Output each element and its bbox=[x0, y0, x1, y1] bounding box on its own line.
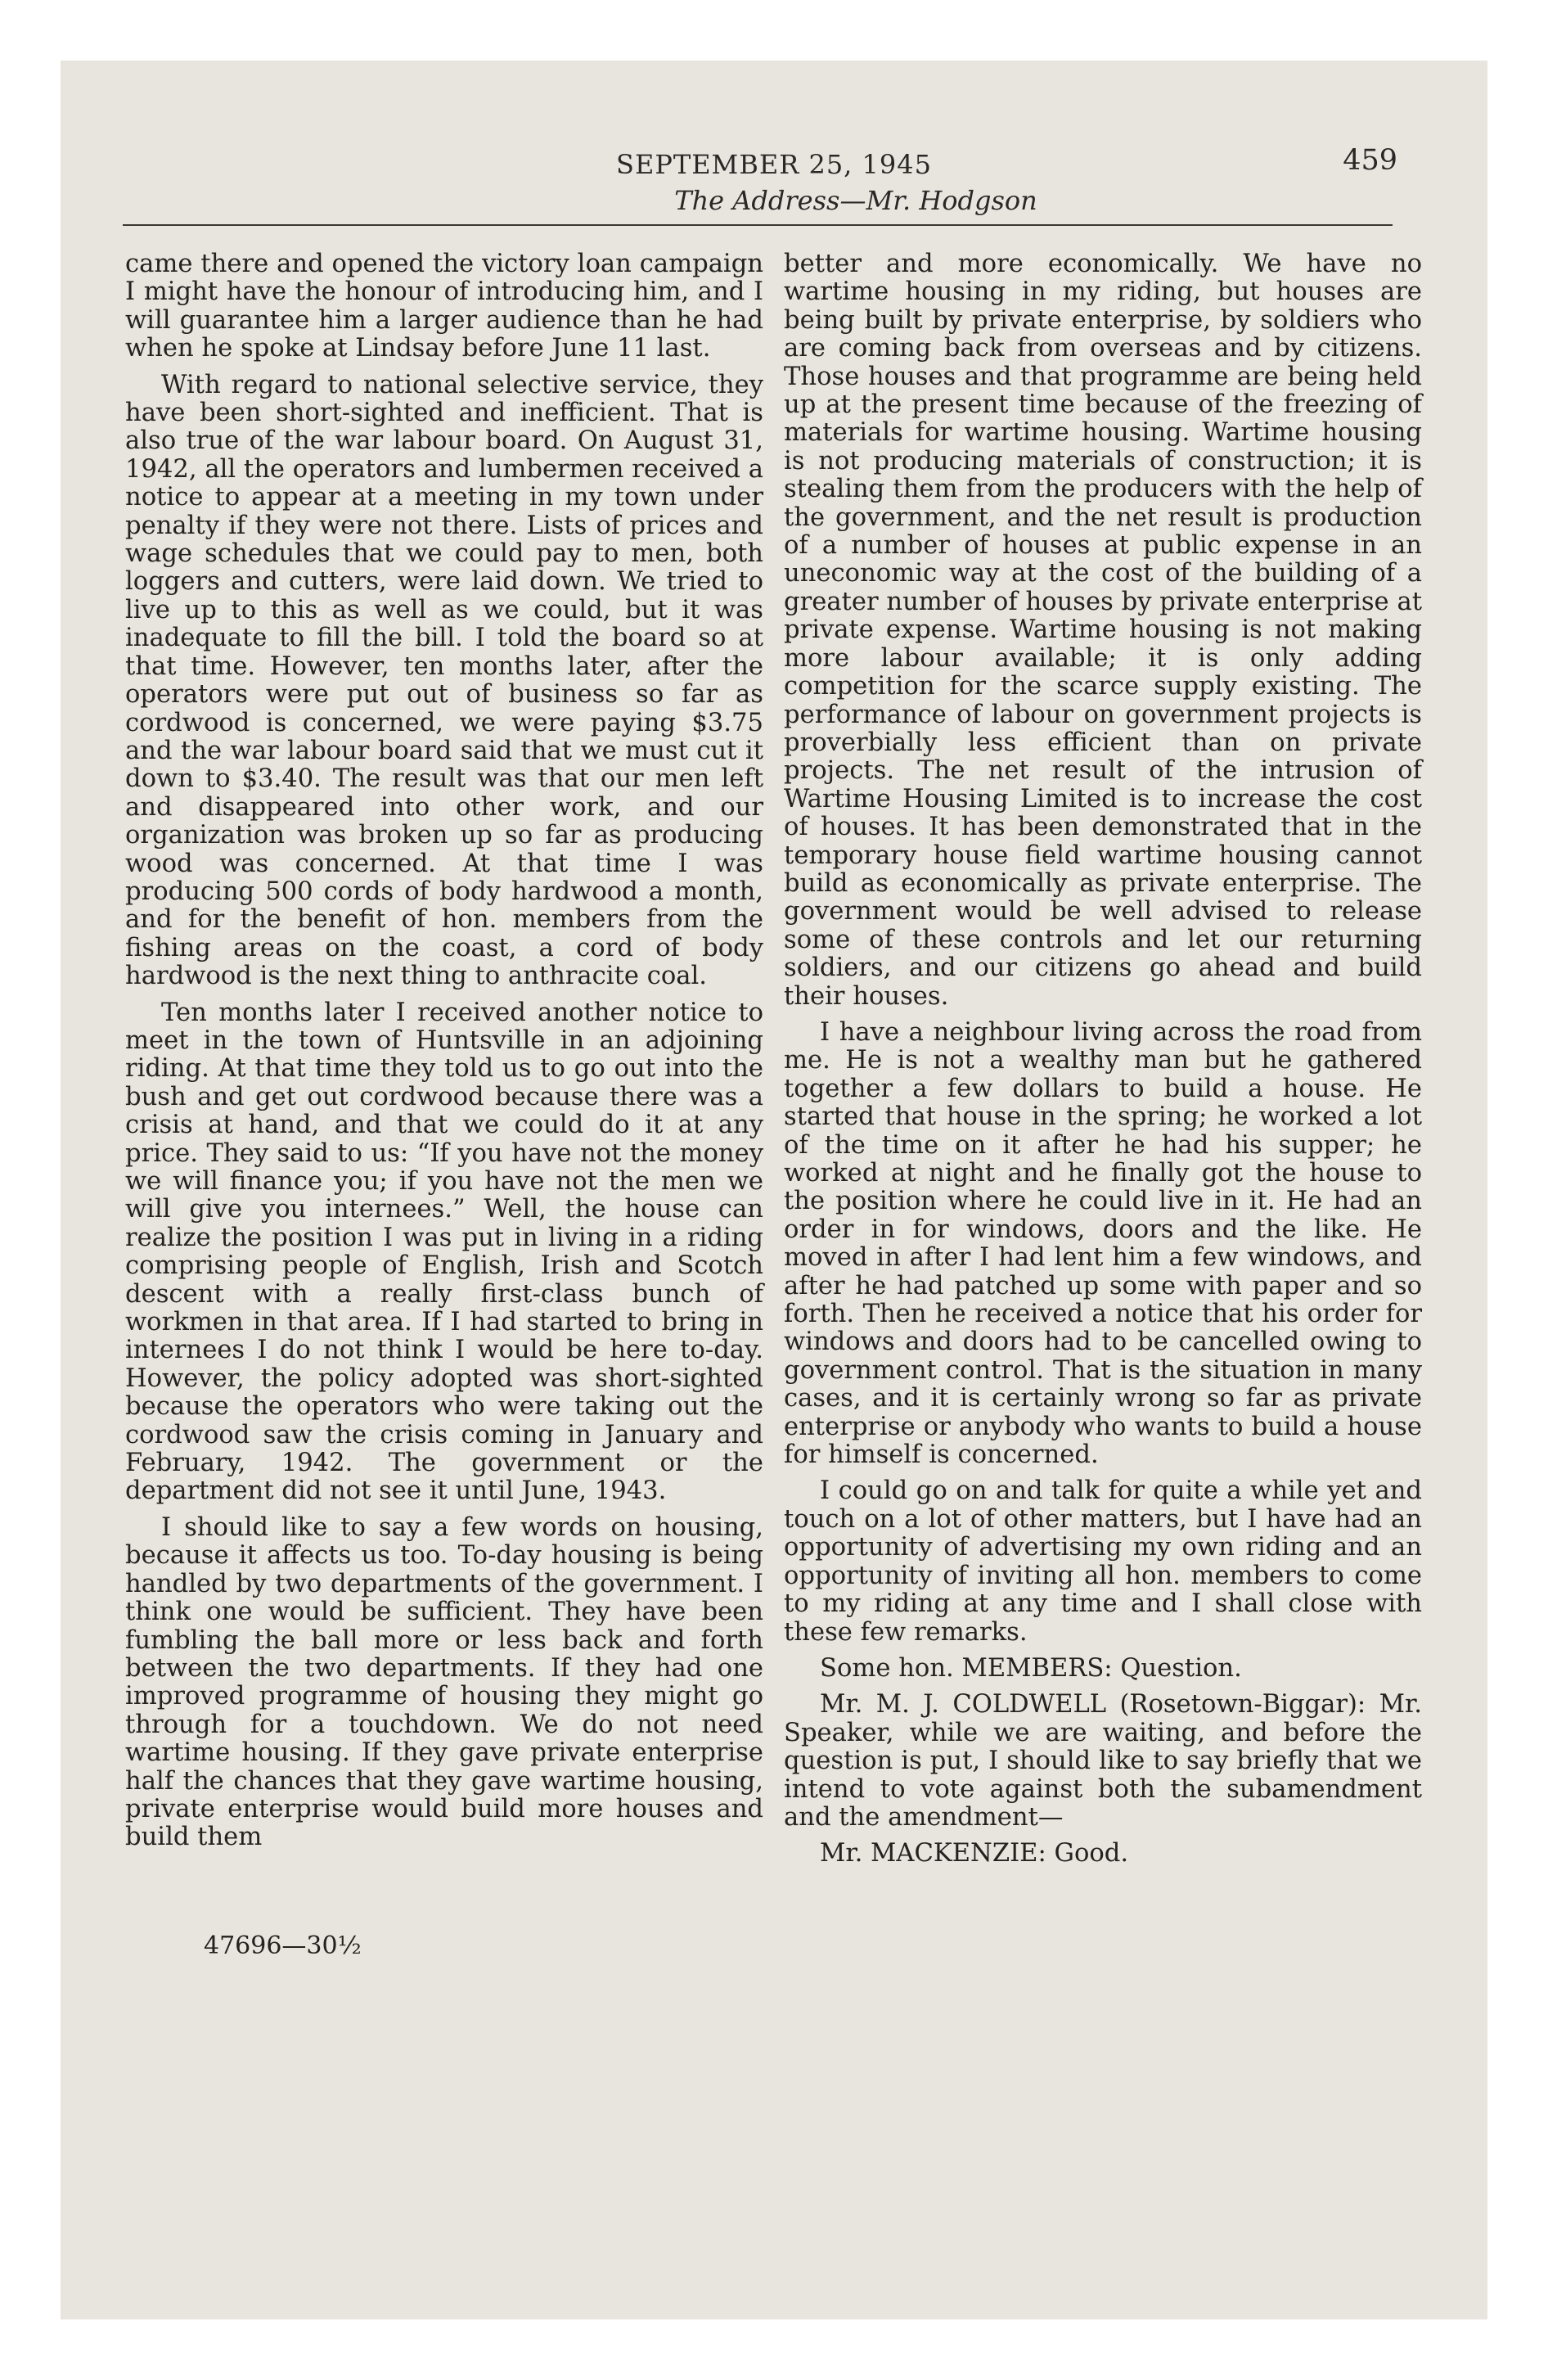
paragraph: came there and opened the victory loan campaign I might have the honour of introducing him, and I will guarantee him a larger audience than he had when he spoke at Lindsay before June 11 last. bbox=[125, 250, 763, 363]
paragraph: I could go on and talk for quite a while yet and touch on a lot of other matters, but I have had an opportunity of advertising my own riding and an opportunity of inviting all hon. members to come to my riding at any time and I shall close with these few remarks. bbox=[784, 1476, 1422, 1647]
paragraph: I have a neighbour living across the road from me. He is not a wealthy man but he gathered together a few dollars to build a house. He started that house in the spring; he worked a lot of the time on it after he had his supper; he worked at night and he finally got the house to the position where he could live in it. He had an order in for windows, doors and the like. He moved in after I had lent him a few windows, and after he had patched up some with paper and so forth. Then he received a notice that his order for windows and doors had to be cancelled owing to government control. That is the situation in many cases, and it is certainly wrong so far as private enterprise or anybody who wants to build a house for himself is concerned. bbox=[784, 1017, 1422, 1470]
speaker-line: Some hon. MEMBERS: Question. bbox=[820, 1653, 1242, 1683]
left-column bbox=[125, 250, 763, 1860]
section-subtitle: The Address—Mr. Hodgson bbox=[674, 185, 1037, 216]
right-column bbox=[784, 250, 1422, 1877]
header-rule bbox=[123, 224, 1393, 226]
scanned-page bbox=[61, 61, 1487, 2319]
speaker-line: Mr. MACKENZIE: Good. bbox=[820, 1839, 1129, 1868]
print-signature: 47696—30½ bbox=[204, 1931, 362, 1960]
running-title: SEPTEMBER 25, 1945 bbox=[616, 149, 932, 180]
paragraph: With regard to national selective service, they have been short-sighted and inefficient. That is also true of the war labour board. On August 31, 1942, all the operators and lumbermen received a notice to appear at a meeting in my town under penalty if they were not there. Lists of prices and wage schedules that we could pay to men, both loggers and cutters, were laid down. We tried to live up to this as well as we could, but it was inadequate to fill the bill. I told the board so at that time. However, ten months later, after the operators were put out of business so far as cordwood is concerned, we were paying $3.75 and the war labour board said that we must cut it down to $3.40. The result was that our men left and disappeared into other work, and our organization was broken up so far as producing wood was concerned. At that time I was producing 500 cords of body hardwood a month, and for the benefit of hon. members from the fishing areas on the coast, a cord of body hardwood is the next thing to anthracite coal. bbox=[125, 370, 763, 991]
paragraph: I should like to say a few words on housing, because it affects us too. To-day housing is being handled by two departments of the government. I think one would be sufficient. They have been fumbling the ball more or less back and forth between the two departments. If they had one improved programme of housing they might go through for a touchdown. We do not need wartime housing. If they gave private enterprise half the chances that they gave wartime housing, private enterprise would build more houses and build them bbox=[125, 1512, 763, 1852]
paragraph: Ten months later I received another notice to meet in the town of Huntsville in an adjoining riding. At that time they told us to go out into the bush and get out cordwood because there was a crisis at hand, and that we could do it at any price. They said to us: “If you have not the money we will finance you; if you have not the men we will give you internees.” Well, the house can realize the position I was put in living in a riding comprising people of English, Irish and Scotch descent with a really first-class bunch of workmen in that area. If I had started to bring in internees I do not think I would be here to-day. However, the policy adopted was short-sighted because the operators who were taking out the cordwood saw the crisis coming in January and February, 1942. The government or the department did not see it until June, 1943. bbox=[125, 998, 763, 1506]
page-header bbox=[61, 61, 1487, 232]
page-number: 459 bbox=[1343, 144, 1397, 177]
speaker-paragraph: Mr. M. J. COLDWELL (Rosetown-Biggar): Mr. Speaker, while we are waiting, and before the question is put, I should like to say briefly that we intend to vote against both the subamendment and the amendment— bbox=[784, 1690, 1422, 1832]
paragraph: better and more economically. We have no wartime housing in my riding, but houses are being built by private enterprise, by soldiers who are coming back from overseas and by citizens. Those houses and that programme are being held up at the present time because of the freezing of materials for wartime housing. Wartime housing is not producing materials of construction; it is stealing them from the producers with the help of the government, and the net result is production of a number of houses at public expense in an uneconomic way at the cost of the building of a greater number of houses by private enterprise at private expense. Wartime housing is not making more labour available; it is only adding competition for the scarce supply existing. The performance of labour on government projects is proverbially less efficient than on private projects. The net result of the intrusion of Wartime Housing Limited is to increase the cost of houses. It has been demonstrated that in the temporary house field wartime housing cannot build as economically as private enterprise. The government would be well advised to release some of these controls and let our returning soldiers, and our citizens go ahead and build their houses. bbox=[784, 250, 1422, 1011]
